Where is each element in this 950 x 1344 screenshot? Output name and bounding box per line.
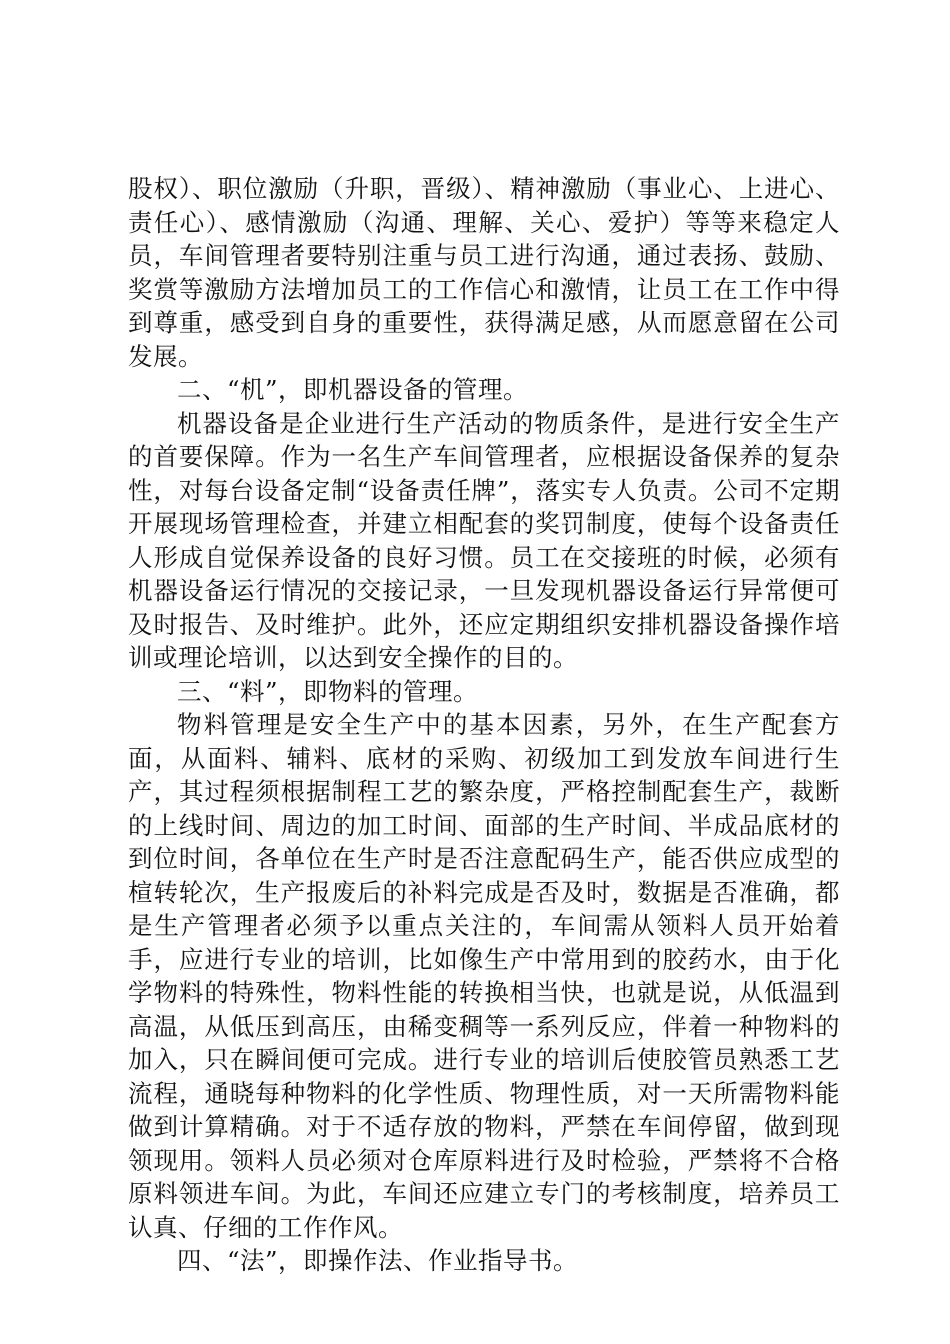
section-heading-material: 三、“料”，即物料的管理。 bbox=[177, 676, 479, 706]
section-heading-machine: 二、“机”，即机器设备的管理。 bbox=[177, 375, 529, 404]
paragraph-material: 物料管理是安全生产中的基本因素，另外，在生产配套方面，从面料、辅料、底材的采购、初级加工到发放车间进行生产，其过程须根据制程工艺的繁杂度，严格控制配套生产，裁断的上线时间、周边的加工时间、面部的生产时间、半成品底材的到位时间，各单位在生产时是否注意配码生产，能否供应成型的楦转轮次，生产报废后的补料完成是否及时，数据是否准确，都是生产管理者必须予以重点关注的，车间需从领料人员开始着手，应进行专业的培训，比如像生产中常用到的胶药水，由于化学物料的特殊性，物料性能的转换相当快，也就是说，从低温到高温，从低压到高压，由稀变稠等一系列反应，伴着一种物料的加入，只在瞬间便可完成。进行专业的培训后使胶管员熟悉工艺流程，通晓每种物料的化学性质、物理性质，对一天所需物料能做到计算精确。对于不适存放的物料，严禁在车间停留，做到现领现用。领料人员必须对仓库原料进行及时检验，严禁将不合格原料领进车间。为此，车间还应建立专门的考核制度，培养员工认真、仔细的工作作风。 bbox=[128, 710, 840, 1242]
paragraph-incentives: 股权）、职位激励（升职，晋级）、精神激励（事业心、上进心、责任心）、感情激励（沟通、理解、关心、爱护）等等来稳定人员，车间管理者要特别注重与员工进行沟通，通过表扬、鼓励、奖赏等激励方法增加员工的工作信心和激情，让员工在工作中得到尊重，感受到自身的重要性，获得满足感，从而愿意留在公司发展。 bbox=[128, 174, 840, 371]
section-heading-method: 四、“法”，即操作法、作业指导书。 bbox=[177, 1246, 579, 1275]
paragraph-machine: 机器设备是企业进行生产活动的物质条件，是进行安全生产的首要保障。作为一名生产车间管理者，应根据设备保养的复杂性，对每台设备定制“设备责任牌”，落实专人负责。公司不定期开展现场管理检查，并建立相配套的奖罚制度，使每个设备责任人形成自觉保养设备的良好习惯。员工在交接班的时候，必须有机器设备运行情况的交接记录，一旦发现机器设备运行异常便可及时报告、及时维护。此外，还应定期组织安排机器设备操作培训或理论培训，以达到安全操作的目的。 bbox=[128, 408, 840, 672]
document-body bbox=[128, 172, 840, 1278]
